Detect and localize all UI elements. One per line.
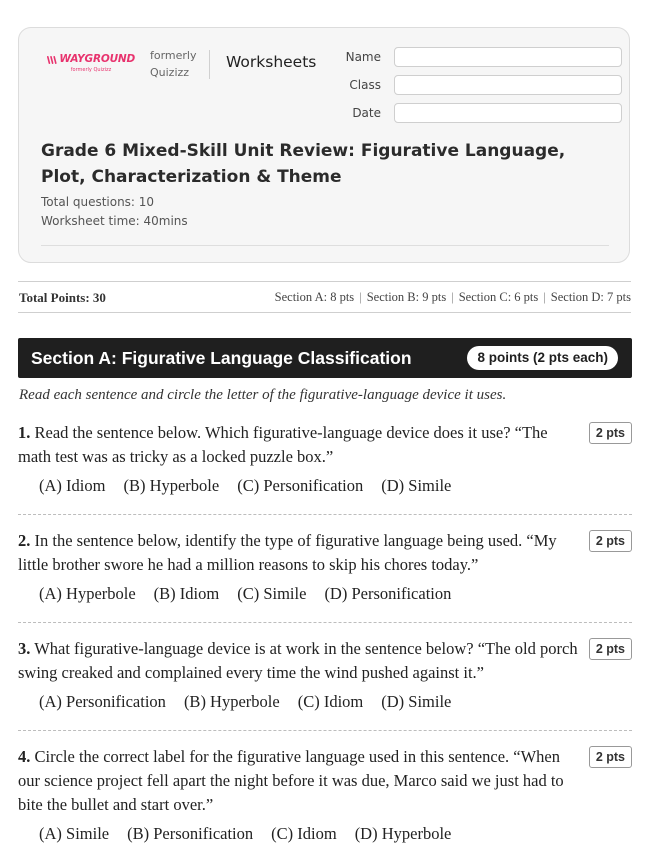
question-prompt: Read the sentence below. Which figurative-language device does it use? “The math test was as tricky as a locked puzzle box.” [18,423,548,466]
section-a-title: Section A: Figurative Language Classification [31,348,412,368]
option-c[interactable]: (C) Simile [237,584,307,603]
option-b[interactable]: (B) Hyperbole [123,476,220,495]
question-prompt: Circle the correct label for the figurative language used in this sentence. “When our science project fell apart the night before it was due, Marco said we just had to bite the bullet and start over.” [18,747,564,814]
option-a[interactable]: (A) Hyperbole [39,584,136,603]
section-a-points: Section A: 8 pts [274,290,355,304]
option-a[interactable]: (A) Simile [39,824,110,843]
option-c[interactable]: (C) Idiom [297,692,364,711]
question-points-badge: 2 pts [589,746,632,768]
option-d[interactable]: (D) Hyperbole [354,824,452,843]
option-b[interactable]: (B) Personification [127,824,254,843]
total-questions: Total questions: 10 [41,195,155,209]
option-a[interactable]: (A) Personification [39,692,166,711]
question-points-badge: 2 pts [589,422,632,444]
question-divider [18,730,632,731]
name-label: Name [345,50,381,64]
worksheets-label: Worksheets [226,53,317,71]
answer-options [18,692,632,712]
formerly-quizizz-label: formerly Quizizz [150,49,197,79]
section-a-header [18,338,632,378]
question-divider [18,514,632,515]
logo-subtext: formerly Quizizz [70,67,112,73]
worksheet-header-card [18,27,630,263]
option-d[interactable]: (D) Simile [381,476,452,495]
question-2 [18,529,632,604]
question-text [18,637,578,685]
question-prompt: In the sentence below, identify the type of figurative language being used. “My little brother swore he had a million reasons to skip his chores today.” [18,531,557,574]
question-points-badge: 2 pts [589,638,632,660]
header-divider [209,50,210,79]
section-points-list [275,290,631,305]
wayground-logo-icon [47,55,57,65]
class-field[interactable] [394,75,622,95]
question-4 [18,745,632,844]
question-prompt: What figurative-language device is at work in the sentence below? “The old porch swing creaked and complained every time the wind pushed against it.” [18,639,578,682]
option-d[interactable]: (D) Personification [324,584,452,603]
answer-options [18,476,632,496]
logo-wordmark: WAYGROUND [59,53,135,65]
question-text [18,421,578,469]
wayground-logo [47,54,135,73]
option-c[interactable]: (C) Personification [237,476,364,495]
question-1 [18,421,632,496]
total-points: Total Points: 30 [19,290,106,305]
option-a[interactable]: (A) Idiom [39,476,106,495]
question-number: 2. [18,531,31,550]
worksheet-title: Grade 6 Mixed-Skill Unit Review: Figurative Language, Plot, Characterization & Theme [41,141,566,187]
separator: | [451,290,454,304]
question-divider [18,622,632,623]
name-field[interactable] [394,47,622,67]
question-points-badge: 2 pts [589,530,632,552]
question-3 [18,637,632,712]
date-field[interactable] [394,103,622,123]
option-b[interactable]: (B) Hyperbole [183,692,280,711]
answer-options [18,584,632,604]
option-c[interactable]: (C) Idiom [271,824,337,843]
question-number: 1. [18,423,31,442]
section-d-points: Section D: 7 pts [550,290,631,304]
card-divider [41,245,609,246]
section-b-points: Section B: 9 pts [366,290,447,304]
section-c-points: Section C: 6 pts [458,290,539,304]
separator: | [543,290,546,304]
class-label: Class [349,78,381,92]
separator: | [359,290,362,304]
question-text [18,745,578,817]
section-a-instructions: Read each sentence and circle the letter of the figurative-language device it uses. [19,387,507,403]
option-b[interactable]: (B) Idiom [153,584,220,603]
worksheet-time: Worksheet time: 40mins [41,214,188,228]
date-label: Date [352,106,381,120]
answer-options [18,824,632,844]
question-number: 4. [18,747,31,766]
option-d[interactable]: (D) Simile [381,692,452,711]
question-text [18,529,578,577]
points-summary-bar [18,281,631,313]
section-a-points-badge: 8 points (2 pts each) [467,346,618,370]
question-number: 3. [18,639,31,658]
